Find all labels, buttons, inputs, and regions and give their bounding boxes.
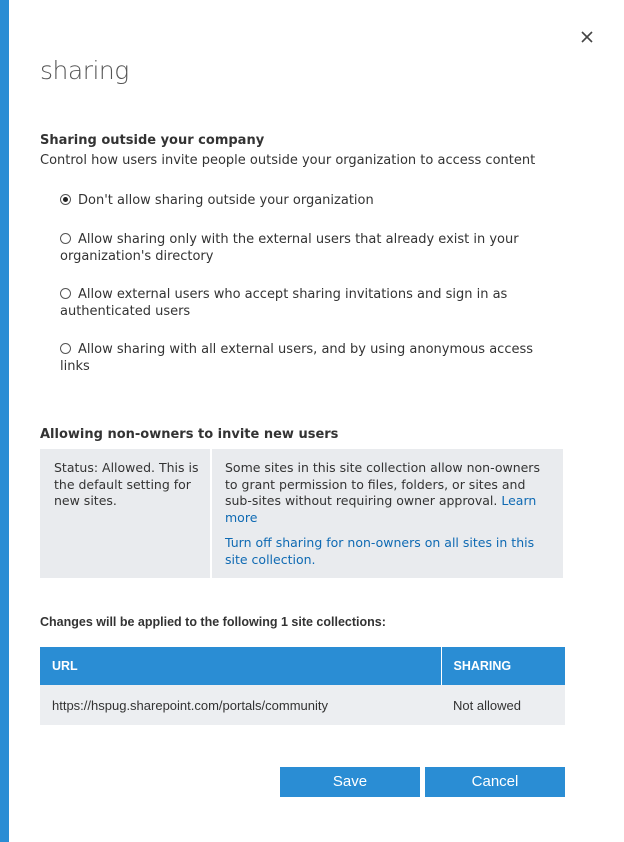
radio-option-label: Allow external users who accept sharing invitations and sign in as authenticated users	[60, 287, 508, 319]
sharing-outside-description: Control how users invite people outside your organization to access content	[40, 153, 536, 168]
column-header-sharing: SHARING	[441, 647, 565, 685]
close-icon	[578, 28, 596, 46]
table-row	[40, 685, 565, 725]
detail-text: Some sites in this site collection allow non-owners to grant permission to files, folders, or sites and sub-sites without requiring owner approval.	[225, 460, 540, 508]
radio-button-icon[interactable]	[60, 233, 71, 244]
radio-option-label: Allow sharing with all external users, and by using anonymous access links	[60, 342, 534, 374]
radio-option-authenticated-users[interactable]	[60, 286, 560, 320]
radio-option-label: Allow sharing only with the external users that already exist in your organization's directory	[60, 232, 519, 264]
radio-option-anonymous-links[interactable]	[60, 341, 560, 375]
left-accent-bar	[0, 0, 9, 842]
radio-option-label: Don't allow sharing outside your organization	[78, 193, 374, 208]
save-button[interactable]: Save	[280, 767, 420, 797]
detail-panel	[212, 449, 563, 578]
site-collections-table	[40, 647, 565, 725]
non-owners-heading: Allowing non-owners to invite new users	[40, 427, 339, 442]
non-owners-info-panel	[40, 449, 563, 578]
status-panel	[40, 449, 212, 578]
cancel-button[interactable]: Cancel	[425, 767, 565, 797]
radio-button-icon[interactable]	[60, 343, 71, 354]
radio-button-icon[interactable]	[60, 288, 71, 299]
status-text: Status: Allowed. This is the default setting for new sites.	[54, 460, 199, 508]
learn-more-link[interactable]: Learn more	[225, 493, 537, 525]
column-header-url: URL	[40, 647, 441, 685]
sharing-outside-heading: Sharing outside your company	[40, 133, 265, 148]
dialog-title: sharing	[40, 56, 129, 85]
radio-option-no-sharing[interactable]	[60, 192, 560, 209]
changes-heading: Changes will be applied to the following 1 site collections:	[40, 615, 386, 629]
radio-button-icon[interactable]	[60, 194, 71, 205]
sharing-status-cell: Not allowed	[441, 685, 565, 725]
radio-option-existing-external-users[interactable]	[60, 231, 560, 265]
close-button[interactable]	[578, 28, 596, 46]
site-url-cell: https://hspug.sharepoint.com/portals/community	[40, 685, 441, 725]
turn-off-non-owner-sharing-link[interactable]: Turn off sharing for non-owners on all sites in this site collection.	[225, 535, 535, 567]
table-header-row	[40, 647, 565, 685]
